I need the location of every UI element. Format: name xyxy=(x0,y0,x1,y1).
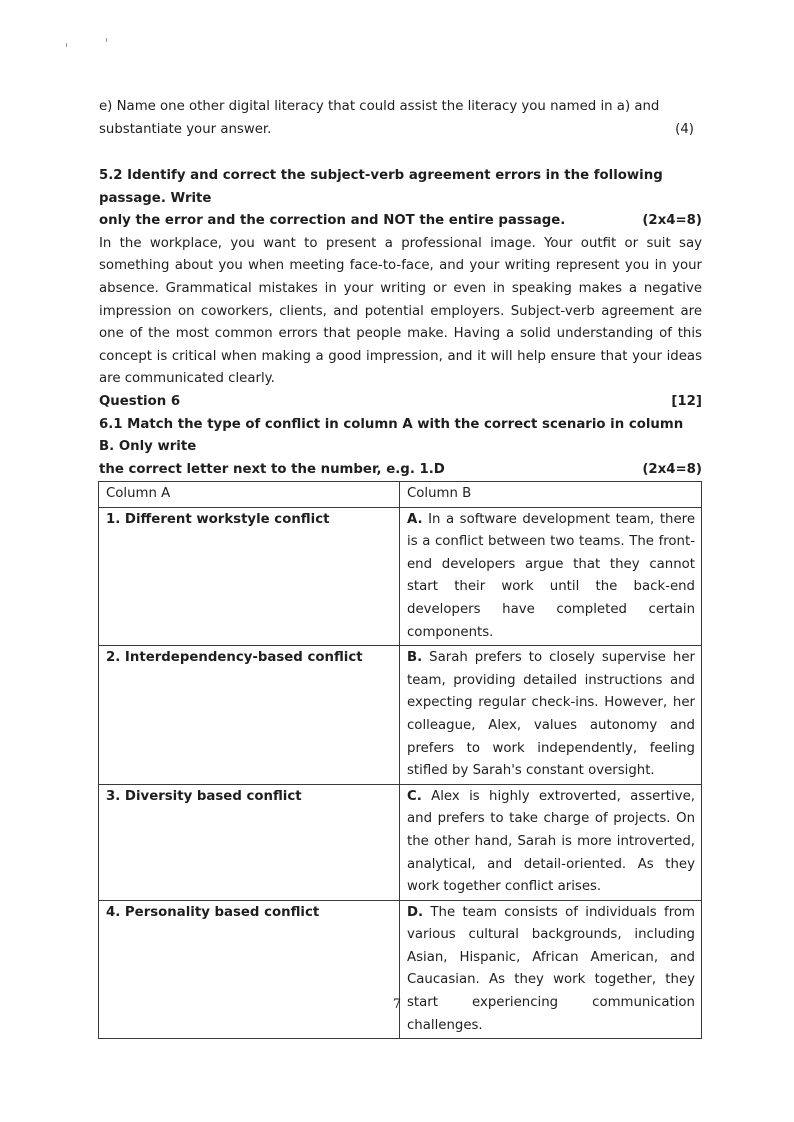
question-5-2-heading-line2: only the error and the correction and NOT the entire passage. xyxy=(99,213,566,229)
question-6-1-heading: 6.1 Match the type of conflict in column A with the correct scenario in column B. Only write xyxy=(99,416,684,455)
conflict-type-3: 3. Diversity based conflict xyxy=(99,784,400,900)
scenario-c xyxy=(400,784,702,900)
question-5-2-marks: (2x4=8) xyxy=(642,213,702,229)
column-b-header: Column B xyxy=(400,482,702,508)
column-a-header: Column A xyxy=(99,482,400,508)
question-6-1-marks: (2x4=8) xyxy=(642,461,702,477)
scenario-letter: B. xyxy=(407,650,423,666)
question-5-2 xyxy=(99,165,702,391)
question-6-title: Question 6 xyxy=(99,394,181,409)
table-row xyxy=(99,646,702,785)
question-5-2-heading: 5.2 Identify and correct the subject-verb agreement errors in the following passage. Write xyxy=(99,168,663,206)
scenario-letter: D. xyxy=(407,904,424,920)
scenario-text: Alex is highly extroverted, assertive, and prefers to take charge of projects. On the other hand, Sarah is more introverted, analytical, and detail-oriented. As they work together conflict arises. xyxy=(407,788,695,895)
question-5e xyxy=(99,96,702,141)
question-5e-line1: e) Name one other digital literacy that could assist the literacy you named in a) and xyxy=(99,99,660,114)
table-row xyxy=(99,507,702,646)
conflict-type-1: 1. Different workstyle conflict xyxy=(99,507,400,646)
question-5e-marks: (4) xyxy=(675,121,694,137)
question-6-total: [12] xyxy=(671,394,702,409)
table-row xyxy=(99,784,702,900)
conflict-type-2: 2. Interdependency-based conflict xyxy=(99,646,400,785)
question-6-1-heading-line2: the correct letter next to the number, e.g. 1.D xyxy=(99,461,445,477)
scenario-a xyxy=(400,507,702,646)
scenario-d xyxy=(400,900,702,1039)
question-5-2-passage: In the workplace, you want to present a professional image. Your outfit or suit say something about you when meeting face-to-face, and your writing represent you in your absence. Grammatical mistakes in your writing or even in speaking makes a negative impression on coworkers, clients, and potential employers. Subject-verb agreement are one of the most common errors that people make. Having a solid understanding of this concept is critical when making a good impression, and it will help ensure that your ideas are communicated clearly. xyxy=(99,235,702,387)
table-header-row xyxy=(99,482,702,508)
table-row xyxy=(99,900,702,1039)
scenario-letter: A. xyxy=(407,511,423,527)
scenario-text: Sarah prefers to closely supervise her team, providing detailed instructions and expecting regular check-ins. However, her colleague, Alex, values autonomy and prefers to work independently, feeling stifled by Sarah's constant oversight. xyxy=(407,650,695,779)
question-5e-line2: substantiate your answer. xyxy=(99,121,272,137)
scenario-letter: C. xyxy=(407,788,422,804)
scenario-text: The team consists of individuals from various cultural backgrounds, including Asian, Hispanic, African American, and Caucasian. As they work together, they start experiencing communication challenges. xyxy=(407,904,695,1033)
scan-mark xyxy=(106,38,107,42)
conflict-type-4: 4. Personality based conflict xyxy=(99,900,400,1039)
scenario-text: In a software development team, there is a conflict between two teams. The front-end developers argue that they cannot start their work until the back-end developers have completed certain components. xyxy=(407,511,695,640)
matching-table xyxy=(98,481,702,1039)
scenario-b xyxy=(400,646,702,785)
question-6 xyxy=(99,391,702,481)
scan-mark xyxy=(66,43,67,47)
page-number: 7 xyxy=(392,997,402,1012)
